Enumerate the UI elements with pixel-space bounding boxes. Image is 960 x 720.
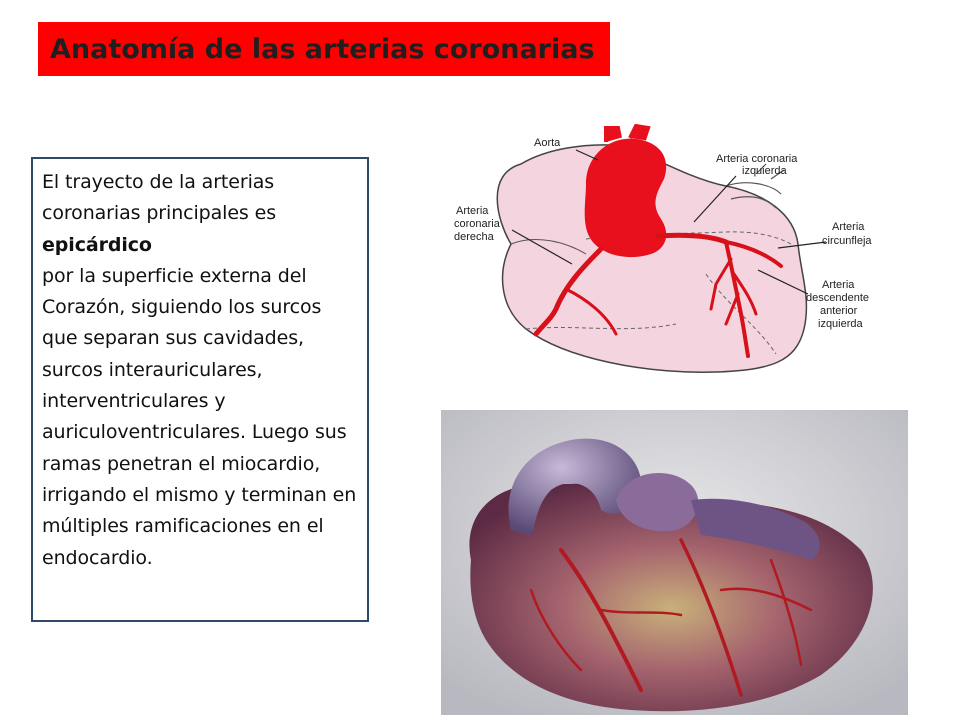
aorta-shape <box>585 139 667 257</box>
body-text-box <box>31 157 369 622</box>
label-aorta: Aorta <box>534 137 561 149</box>
label-lad-3: anterior <box>820 305 858 317</box>
label-right-coronary-1: Arteria <box>456 205 489 217</box>
label-circumflex-2: circunfleja <box>822 235 872 247</box>
title-box <box>38 22 610 76</box>
body-rest: por la superficie externa del Corazón, siguiendo los surcos que separan sus cavidades, surcos interauriculares, interventriculares y auriculoventriculares. Luego sus ramas penetran el miocardio, irrigando el mismo y terminan en múltiples ramificaciones en el endocardio. <box>42 264 357 569</box>
coronary-artery-diagram <box>426 124 904 380</box>
body-line-1: El trayecto de la arterias coronarias principales es <box>42 171 277 225</box>
heart-illustration <box>441 410 908 715</box>
label-left-coronary-2: izquierda <box>742 165 787 177</box>
label-right-coronary-3: derecha <box>454 231 494 243</box>
body-paragraph <box>42 167 361 574</box>
label-lad-4: izquierda <box>818 318 863 330</box>
body-bold-term: epicárdico <box>42 233 152 256</box>
label-left-coronary-1: Arteria coronaria <box>716 153 798 165</box>
label-circumflex-1: Arteria <box>832 221 865 233</box>
label-lad-2: descendente <box>806 292 869 304</box>
label-right-coronary-2: coronaria <box>454 218 500 230</box>
slide-title: Anatomía de las arterias coronarias <box>50 33 595 65</box>
label-lad-1: Arteria <box>822 279 855 291</box>
